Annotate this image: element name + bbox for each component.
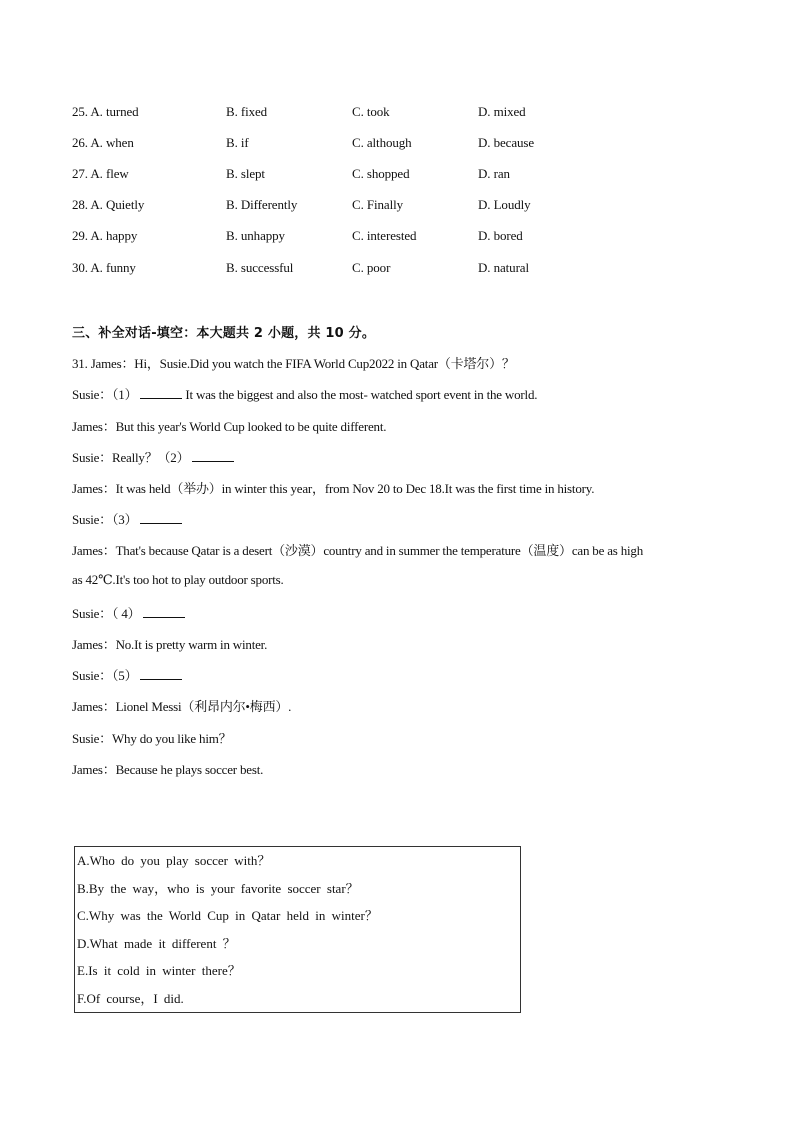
question-row-30 [72, 260, 632, 278]
option-d: D. bored [478, 228, 523, 243]
option-a: 25. A. turned [72, 104, 139, 119]
option-c: C. poor [352, 260, 391, 275]
speaker-prefix: Susie：（1） [72, 387, 138, 402]
option-item: B.By the way，who is your favorite soccer star？ [77, 881, 359, 896]
dialogue-line-blank-2 [72, 447, 234, 466]
dialogue-line-blank-1 [72, 384, 537, 403]
option-c: C. shopped [352, 166, 410, 181]
option-d: D. Loudly [478, 197, 531, 212]
speaker-prefix: Susie：（ 4） [72, 606, 141, 621]
dialogue-line: James：That's because Qatar is a desert（沙漠）country and in summer the temperature（温度）can be as high [72, 543, 644, 558]
option-a: 27. A. flew [72, 166, 129, 181]
option-c: C. although [352, 135, 412, 150]
section-heading: 三、补全对话-填空：本大题共 2 小题，共 10 分。 [72, 326, 376, 341]
option-item: F.Of course，I did. [77, 991, 184, 1006]
options-box [74, 846, 521, 1013]
option-c: C. interested [352, 228, 417, 243]
dialogue-line-blank-4 [72, 603, 185, 622]
option-c: C. Finally [352, 197, 404, 212]
question-row-29 [72, 228, 632, 246]
answer-blank-1[interactable] [140, 386, 182, 399]
dialogue-text: It was the biggest and also the most- watched sport event in the world. [182, 387, 538, 402]
question-row-25 [72, 104, 632, 122]
dialogue-line-blank-3 [72, 509, 182, 528]
dialogue-line: James：No.It is pretty warm in winter. [72, 637, 268, 652]
option-a: 29. A. happy [72, 228, 138, 243]
dialogue-line-blank-5 [72, 665, 182, 684]
option-d: D. ran [478, 166, 510, 181]
dialogue-line: James：It was held（举办）in winter this year，from Nov 20 to Dec 18.It was the first time in history. [72, 481, 595, 496]
option-a: 26. A. when [72, 135, 134, 150]
option-d: D. natural [478, 260, 529, 275]
option-b: B. Differently [226, 197, 298, 212]
option-a: 28. A. Quietly [72, 197, 145, 212]
answer-blank-2[interactable] [192, 449, 234, 462]
option-c: C. took [352, 104, 390, 119]
option-d: D. mixed [478, 104, 526, 119]
option-item: A.Who do you play soccer with？ [77, 853, 271, 868]
answer-blank-5[interactable] [140, 667, 182, 680]
dialogue-line: James：Lionel Messi（利昂内尔•梅西）. [72, 699, 292, 714]
option-b: B. unhappy [226, 228, 285, 243]
dialogue-line: Susie：Why do you like him？ [72, 731, 232, 746]
question-row-26 [72, 135, 632, 153]
answer-blank-3[interactable] [140, 511, 182, 524]
option-b: B. if [226, 135, 249, 150]
speaker-prefix: Susie：Really？（2） [72, 450, 190, 465]
option-a: 30. A. funny [72, 260, 136, 275]
option-b: B. successful [226, 260, 294, 275]
answer-blank-4[interactable] [143, 605, 185, 618]
question-row-27 [72, 166, 632, 184]
speaker-prefix: Susie：（5） [72, 668, 138, 683]
option-b: B. fixed [226, 104, 268, 119]
option-item: C.Why was the World Cup in Qatar held in winter？ [77, 908, 378, 923]
option-item: E.Is it cold in winter there？ [77, 963, 241, 978]
dialogue-line: 31. James：Hi，Susie.Did you watch the FIFA World Cup2022 in Qatar（卡塔尔）？ [72, 356, 515, 371]
option-item: D.What made it different ？ [77, 936, 236, 951]
speaker-prefix: Susie：（3） [72, 512, 138, 527]
option-d: D. because [478, 135, 535, 150]
option-b: B. slept [226, 166, 265, 181]
question-row-28 [72, 197, 632, 215]
dialogue-line: James：But this year's World Cup looked to be quite different. [72, 419, 387, 434]
dialogue-line: as 42℃.It's too hot to play outdoor sports. [72, 572, 284, 587]
dialogue-line: James：Because he plays soccer best. [72, 762, 264, 777]
